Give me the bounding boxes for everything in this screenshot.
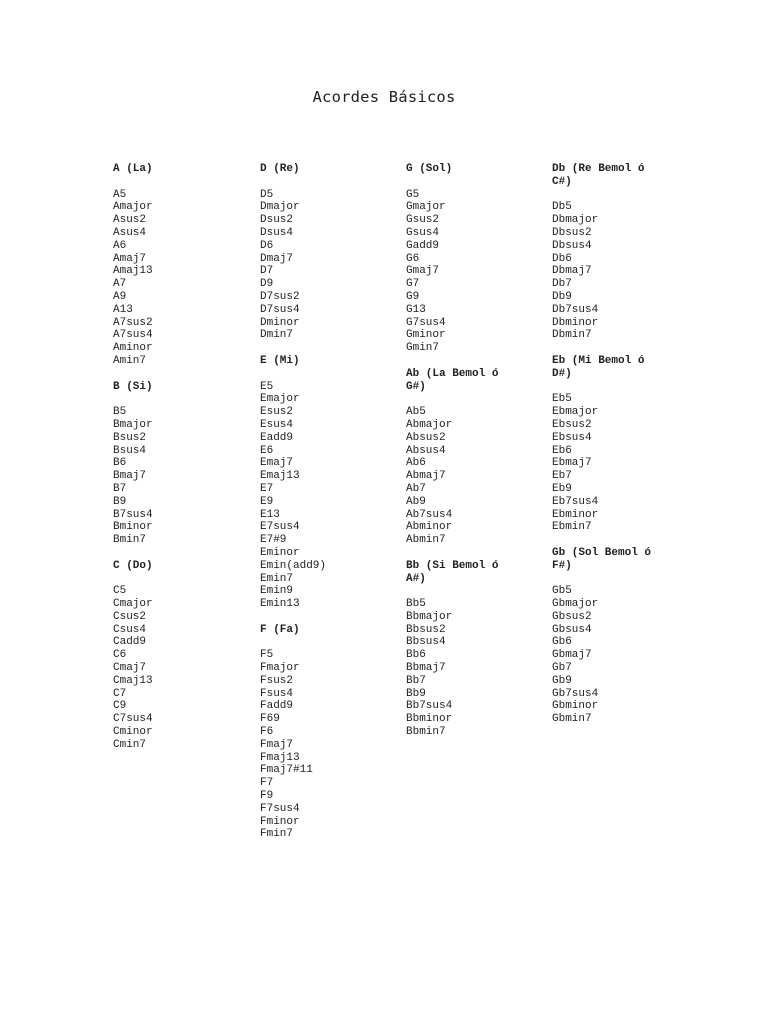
chord-name: B9 [113, 495, 127, 508]
chord-name: Bb9 [406, 687, 426, 700]
chord-group-heading: B (Si) [113, 380, 153, 393]
chord-name: Fmaj7 [260, 738, 294, 751]
chord-name: E7sus4 [260, 521, 300, 534]
chord-group-heading: Gb (Sol Bemol ó F#) [552, 546, 652, 572]
chord-name: Bmaj7 [113, 470, 147, 483]
chord-name: Gsus2 [406, 214, 440, 227]
chord-name: Emin7 [260, 572, 294, 585]
chord-name: Dsus2 [260, 214, 294, 227]
chord-name: Esus2 [260, 406, 294, 419]
chord-name: D5 [260, 188, 274, 201]
chord-name: F5 [260, 649, 274, 662]
chord-name: Gbsus2 [552, 610, 592, 623]
chord-name: Gbminor [552, 700, 599, 713]
chord-group-heading: F (Fa) [260, 623, 300, 636]
chord-name: F7 [260, 777, 274, 790]
chord-name: G13 [406, 303, 426, 316]
chord-group [552, 163, 692, 342]
chord-name: Ab9 [406, 495, 426, 508]
chord-name: Ebmin7 [552, 521, 592, 534]
chord-name: C6 [113, 649, 127, 662]
chord-name: G6 [406, 252, 420, 265]
chord-name: Bbmaj7 [406, 662, 446, 675]
chord-list [406, 189, 546, 355]
chord-name: Cmaj13 [113, 674, 153, 687]
chord-name: Ebmaj7 [552, 457, 592, 470]
chord-name: Fmajor [260, 662, 300, 675]
chord-name: C7sus4 [113, 713, 153, 726]
chord-name: A7sus2 [113, 316, 153, 329]
chord-name: Gbmaj7 [552, 649, 592, 662]
chord-name: Bsus4 [113, 444, 147, 457]
chord-name: Asus2 [113, 214, 147, 227]
chord-name: B5 [113, 406, 127, 419]
chord-name: A5 [113, 188, 127, 201]
chord-name: D9 [260, 278, 274, 291]
chord-name: Gbmajor [552, 598, 599, 611]
chord-name: C7 [113, 687, 127, 700]
chord-name: Bbmin7 [406, 726, 446, 739]
chord-name: Amaj7 [113, 252, 147, 265]
chord-name: Bsus2 [113, 431, 147, 444]
chord-name: Gmajor [406, 201, 446, 214]
chord-list [113, 189, 253, 368]
chord-name: Bbsus2 [406, 623, 446, 636]
chord-list [260, 649, 400, 841]
chord-name: F6 [260, 726, 274, 739]
chord-group-heading: Bb (Si Bemol ó A#) [406, 559, 499, 585]
chord-column-3 [406, 163, 546, 752]
chord-name: Fadd9 [260, 700, 294, 713]
chord-name: Emin13 [260, 598, 300, 611]
chord-name: Ab7sus4 [406, 508, 453, 521]
chord-group [260, 355, 400, 611]
chord-name: E13 [260, 508, 280, 521]
chord-name: Cmin7 [113, 738, 147, 751]
chord-list [260, 189, 400, 343]
chord-group [406, 163, 546, 355]
chord-name: D7sus4 [260, 303, 300, 316]
chord-group [113, 381, 253, 547]
chord-name: Cminor [113, 726, 153, 739]
chord-name: Abmin7 [406, 534, 446, 547]
chord-name: C9 [113, 700, 127, 713]
chord-name: Gbsus4 [552, 623, 592, 636]
chord-name: D6 [260, 239, 274, 252]
chord-list [552, 393, 692, 534]
chord-group [260, 163, 400, 342]
chord-name: Dmin7 [260, 329, 294, 342]
chord-name: Fmin7 [260, 828, 294, 841]
chord-name: Cmajor [113, 598, 153, 611]
chord-name: C5 [113, 585, 127, 598]
chord-name: Ebmajor [552, 406, 599, 419]
chord-list [113, 406, 253, 547]
chord-name: Db9 [552, 290, 572, 303]
chord-group [552, 547, 692, 726]
chord-name: E7#9 [260, 534, 287, 547]
chord-name: G7 [406, 278, 420, 291]
chord-group-heading: G (Sol) [406, 163, 453, 175]
chord-name: A7 [113, 278, 127, 291]
chord-name: Bb6 [406, 649, 426, 662]
chord-name: Csus2 [113, 610, 147, 623]
page-title: Acordes Básicos [312, 88, 456, 106]
chord-name: Abminor [406, 521, 453, 534]
chord-name: Ab5 [406, 406, 426, 419]
chord-name: Amin7 [113, 354, 147, 367]
chord-name: Cmaj7 [113, 662, 147, 675]
chord-name: Emajor [260, 393, 300, 406]
chord-name: E6 [260, 444, 274, 457]
chord-name: A7sus4 [113, 329, 153, 342]
chord-name: Fmaj7#11 [260, 764, 313, 777]
chord-name: Bbmajor [406, 610, 453, 623]
chord-name: Abmajor [406, 418, 453, 431]
chord-group [552, 355, 692, 534]
chord-name: Fminor [260, 815, 300, 828]
chord-name: Bbminor [406, 713, 453, 726]
chord-name: Dbmin7 [552, 329, 592, 342]
chord-name: Emaj7 [260, 457, 294, 470]
chord-name: Absus4 [406, 444, 446, 457]
chord-name: Dminor [260, 316, 300, 329]
chord-name: G7sus4 [406, 316, 446, 329]
chord-name: Eminor [260, 546, 300, 559]
chord-name: Absus2 [406, 431, 446, 444]
chord-name: Ebsus2 [552, 418, 592, 431]
chord-column-2 [260, 163, 400, 854]
chord-name: Dbsus4 [552, 239, 592, 252]
chord-name: Dmaj7 [260, 252, 294, 265]
chord-name: Db7 [552, 278, 572, 291]
chord-name: Eb6 [552, 444, 572, 457]
chord-group [113, 163, 253, 368]
chord-group-heading: A (La) [113, 163, 153, 175]
chord-column-4 [552, 163, 692, 739]
chord-name: A13 [113, 303, 133, 316]
chord-name: Gb7sus4 [552, 687, 599, 700]
chord-name: Eb7 [552, 470, 572, 483]
chord-group [113, 560, 253, 752]
chord-name: E5 [260, 380, 274, 393]
chord-group-heading: Eb (Mi Bemol ó D#) [552, 354, 645, 380]
chord-name: Csus4 [113, 623, 147, 636]
chord-name: Gmin7 [406, 342, 440, 355]
chord-name: F9 [260, 790, 274, 803]
chord-name: Dsus4 [260, 226, 294, 239]
chord-name: Dbmaj7 [552, 265, 592, 278]
chord-name: D7 [260, 265, 274, 278]
chord-name: B7 [113, 482, 127, 495]
chord-name: B6 [113, 457, 127, 470]
chord-name: Eb7sus4 [552, 495, 599, 508]
chord-list [552, 585, 692, 726]
chord-name: Bmin7 [113, 534, 147, 547]
chord-group [260, 624, 400, 842]
chord-column-1 [113, 163, 253, 764]
chord-name: Gb9 [552, 674, 572, 687]
chord-name: Gb7 [552, 662, 572, 675]
chord-name: Fsus4 [260, 687, 294, 700]
chord-name: Db7sus4 [552, 303, 599, 316]
chord-name: D7sus2 [260, 290, 300, 303]
chord-group-heading: Db (Re Bemol ó C#) [552, 163, 645, 188]
chord-name: E9 [260, 495, 274, 508]
chord-list [406, 406, 546, 547]
chord-group-heading: C (Do) [113, 559, 153, 572]
chord-name: Fmaj13 [260, 751, 300, 764]
chord-name: E7 [260, 482, 274, 495]
chord-name: Dbsus2 [552, 226, 592, 239]
chord-group-heading: E (Mi) [260, 354, 300, 367]
chord-name: Ebsus4 [552, 431, 592, 444]
chord-name: Eb5 [552, 393, 572, 406]
chord-name: Asus4 [113, 226, 147, 239]
chord-name: Gb5 [552, 585, 572, 598]
chord-name: F7sus4 [260, 802, 300, 815]
chord-name: A9 [113, 290, 127, 303]
chord-name: Emaj13 [260, 470, 300, 483]
chord-name: Gb6 [552, 636, 572, 649]
chord-list [113, 585, 253, 751]
chord-name: Ab7 [406, 482, 426, 495]
chord-list [406, 598, 546, 739]
chord-name: Aminor [113, 342, 153, 355]
chord-name: Gmaj7 [406, 265, 440, 278]
chord-name: Gbmin7 [552, 713, 592, 726]
chord-name: Gsus4 [406, 226, 440, 239]
chord-name: B7sus4 [113, 508, 153, 521]
chord-name: Amaj13 [113, 265, 153, 278]
chord-name: Bb7 [406, 674, 426, 687]
chord-name: Emin9 [260, 585, 294, 598]
chord-group-heading: Ab (La Bemol ó G#) [406, 367, 499, 393]
chord-name: Db6 [552, 252, 572, 265]
chord-name: Bb5 [406, 598, 426, 611]
chord-group [406, 368, 546, 547]
chord-name: Gminor [406, 329, 446, 342]
chord-name: Cadd9 [113, 636, 147, 649]
chord-name: Amajor [113, 201, 153, 214]
chord-name: Bb7sus4 [406, 700, 453, 713]
chord-name: Esus4 [260, 418, 294, 431]
chord-name: Eadd9 [260, 431, 294, 444]
chord-name: Emin(add9) [260, 559, 327, 572]
chord-group-heading: D (Re) [260, 163, 300, 175]
chord-group [406, 560, 546, 739]
chord-name: Dbmajor [552, 214, 599, 227]
chord-name: Dbminor [552, 316, 599, 329]
chord-name: Ab6 [406, 457, 426, 470]
chord-name: Bmajor [113, 418, 153, 431]
chord-name: Ebminor [552, 508, 599, 521]
chord-list [260, 381, 400, 611]
chord-name: Db5 [552, 201, 572, 214]
chord-name: F69 [260, 713, 280, 726]
chord-name: Bminor [113, 521, 153, 534]
chord-name: Dmajor [260, 201, 300, 214]
chord-name: Fsus2 [260, 674, 294, 687]
chord-name: Abmaj7 [406, 470, 446, 483]
chord-name: G9 [406, 290, 420, 303]
chord-name: Bbsus4 [406, 636, 446, 649]
chord-name: Gadd9 [406, 239, 440, 252]
chord-list [552, 201, 692, 342]
chord-name: A6 [113, 239, 127, 252]
chord-name: G5 [406, 188, 420, 201]
chord-name: Eb9 [552, 482, 572, 495]
